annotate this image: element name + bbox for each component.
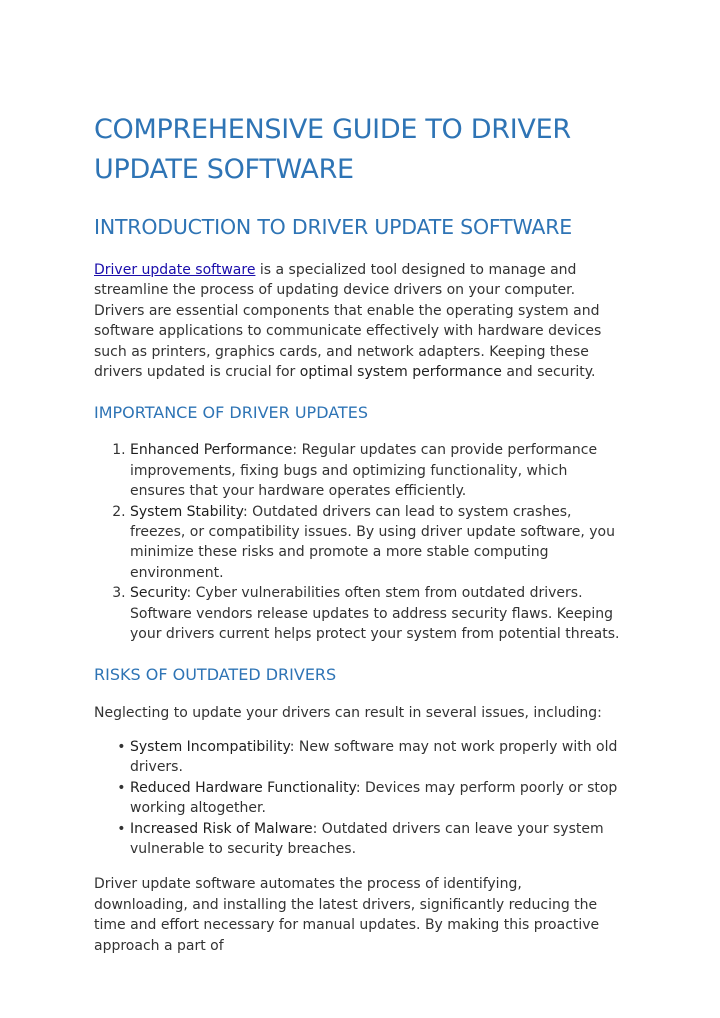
importance-list xyxy=(94,440,620,644)
list-item-term: System Stability xyxy=(130,503,243,520)
driver-update-software-link[interactable]: Driver update software xyxy=(94,262,256,278)
risks-intro: Neglecting to update your drivers can result in several issues, including: xyxy=(94,704,602,721)
list-item-term: System Incompatibility xyxy=(130,738,290,755)
list-item-text: : New software may not work properly with old drivers. xyxy=(130,738,618,776)
list-item xyxy=(130,737,620,778)
intro-paragraph xyxy=(94,260,620,382)
list-item-text: : Outdated drivers can lead to system crashes, freezes, or compatibility issues. By using driver update software, you minimize these risks and promote a more stable computing environment. xyxy=(130,503,615,581)
list-item-term: Security xyxy=(130,585,187,602)
closing-paragraph: Driver update software automates the process of identifying, downloading, and installing the latest drivers, significantly reducing the time and effort necessary for manual updates. By making this proactive approach a part of xyxy=(94,876,600,954)
list-item xyxy=(130,440,620,501)
intro-emphasis: optimal system performance xyxy=(299,364,502,381)
list-item xyxy=(130,819,620,860)
intro-text-end: and security. xyxy=(501,364,596,381)
list-item-text: : Cyber vulnerabilities often stem from outdated drivers. Software vendors release updates to address security flaws. Keeping your drivers current helps protect your system from potential threats. xyxy=(130,585,620,643)
document-page xyxy=(94,110,620,956)
list-item-text: : Regular updates can provide performance improvements, fixing bugs and optimizing functionality, which ensures that your hardware operates efficiently. xyxy=(130,442,598,500)
risks-heading: RISKS OF OUTDATED DRIVERS xyxy=(94,664,337,684)
list-item xyxy=(130,583,620,644)
risks-list xyxy=(94,737,620,859)
list-item-term: Enhanced Performance xyxy=(130,442,293,459)
intro-text: is a specialized tool designed to manage and streamline the process of updating device drivers on your computer. Drivers are essential components that enable the operating system and software applications to communicate effectively with hardware devices such as printers, graphics cards, and network adapters. Keeping these drivers updated is crucial for xyxy=(94,262,602,381)
importance-heading: IMPORTANCE OF DRIVER UPDATES xyxy=(94,403,368,423)
intro-heading: INTRODUCTION TO DRIVER UPDATE SOFTWARE xyxy=(94,215,573,239)
list-item-text: : Outdated drivers can leave your system vulnerable to security breaches. xyxy=(130,820,604,857)
list-item-text: : Devices may perform poorly or stop working altogether. xyxy=(130,779,618,817)
list-item xyxy=(130,778,620,819)
document-title: COMPREHENSIVE GUIDE TO DRIVER UPDATE SOFTWARE xyxy=(94,114,571,185)
list-item xyxy=(130,502,620,584)
list-item-term: Reduced Hardware Functionality xyxy=(130,779,356,796)
list-item-term: Increased Risk of Malware xyxy=(130,820,313,837)
